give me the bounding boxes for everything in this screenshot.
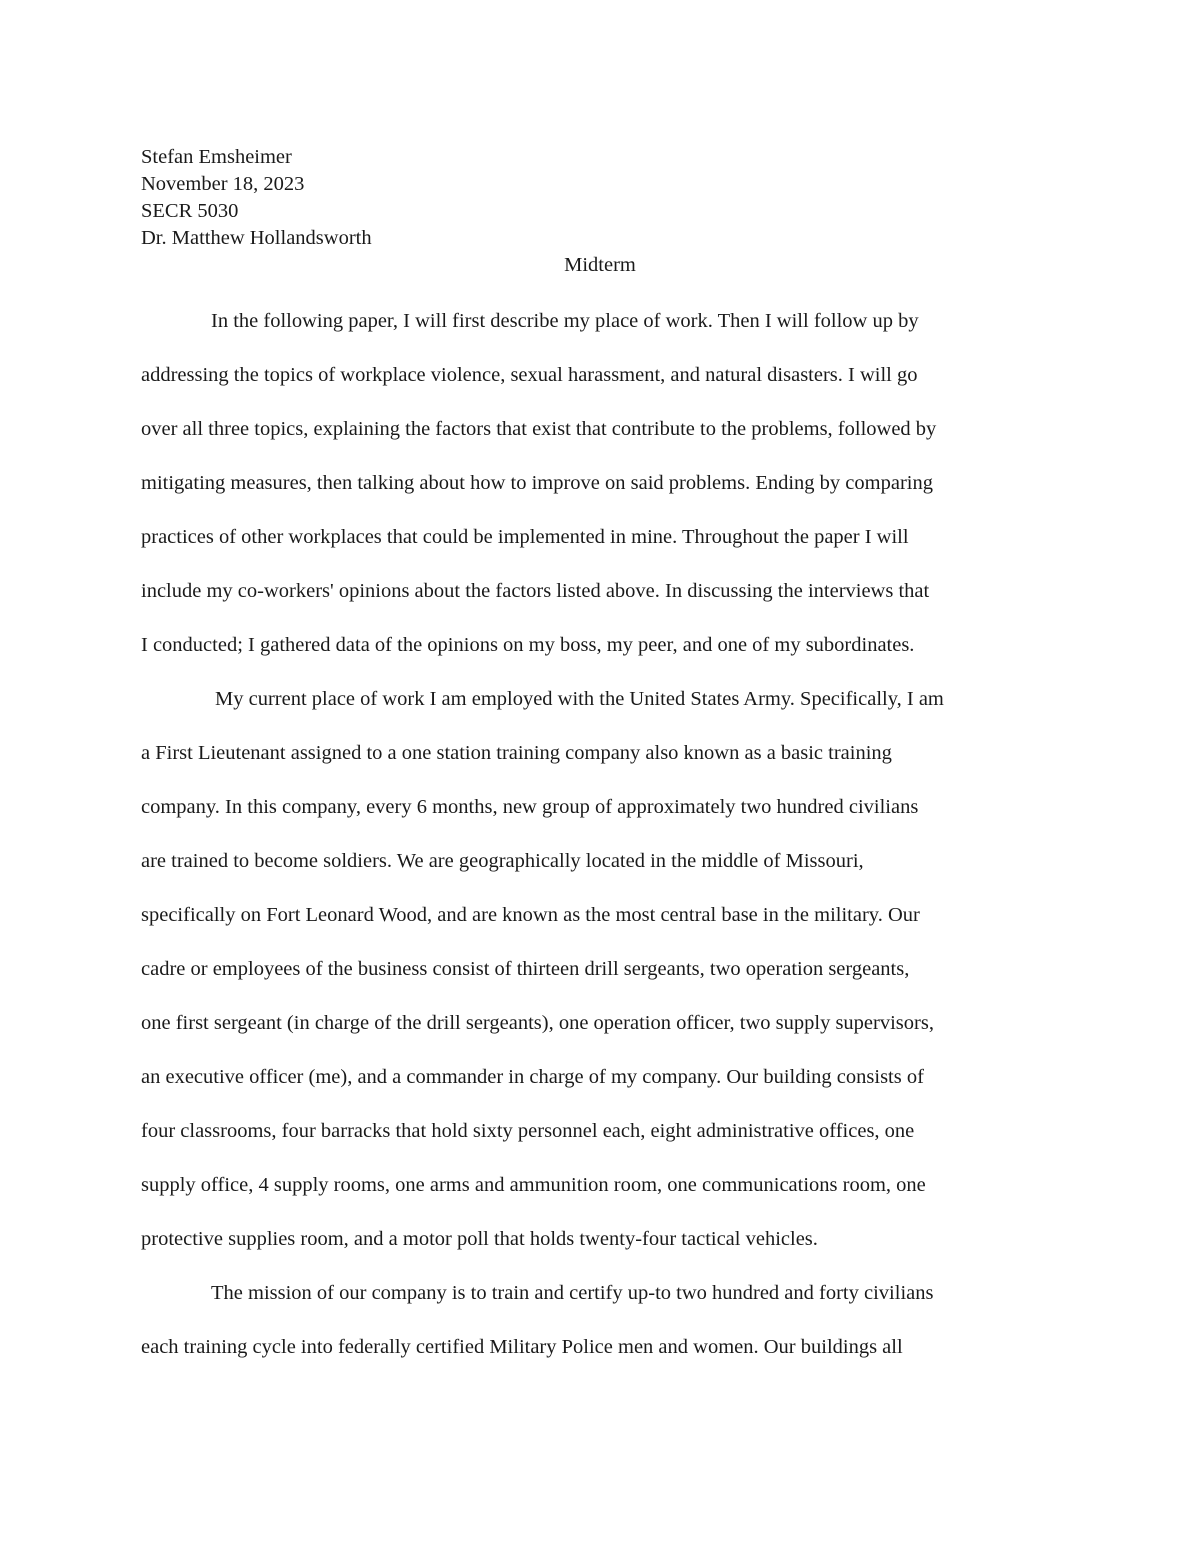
- document-body: [141, 305, 1059, 1385]
- paragraph-1-line-7: I conducted; I gathered data of the opinions on my boss, my peer, and one of my subordinates.: [141, 634, 915, 656]
- paragraph-2-line-2: a First Lieutenant assigned to a one station training company also known as a basic training: [141, 742, 892, 764]
- paragraph-2-line-3: company. In this company, every 6 months, new group of approximately two hundred civilians: [141, 796, 919, 818]
- paragraph-2-line-10: supply office, 4 supply rooms, one arms and ammunition room, one communications room, one: [141, 1174, 926, 1196]
- paragraph-2-line-5: specifically on Fort Leonard Wood, and are known as the most central base in the military. Our: [141, 904, 920, 926]
- paragraph-1-line-1: In the following paper, I will first describe my place of work. Then I will follow up by: [211, 310, 919, 332]
- paragraph-3-line-1: The mission of our company is to train and certify up-to two hundred and forty civilians: [211, 1282, 934, 1304]
- paragraph-1-line-4: mitigating measures, then talking about how to improve on said problems. Ending by comparing: [141, 472, 933, 494]
- paragraph-2-line-4: are trained to become soldiers. We are geographically located in the middle of Missouri,: [141, 850, 864, 872]
- course-code: SECR 5030: [141, 200, 239, 222]
- paragraph-2-line-11: protective supplies room, and a motor poll that holds twenty-four tactical vehicles.: [141, 1228, 818, 1250]
- paragraph-1-line-6: include my co-workers' opinions about the factors listed above. In discussing the interviews that: [141, 580, 930, 602]
- document-title: Midterm: [564, 254, 636, 276]
- paragraph-1-line-2: addressing the topics of workplace violence, sexual harassment, and natural disasters. I will go: [141, 364, 918, 386]
- instructor-name: Dr. Matthew Hollandsworth: [141, 227, 372, 249]
- paragraph-1-line-5: practices of other workplaces that could be implemented in mine. Throughout the paper I will: [141, 526, 909, 548]
- paragraph-2-line-8: an executive officer (me), and a commander in charge of my company. Our building consists of: [141, 1066, 924, 1088]
- paragraph-2-line-9: four classrooms, four barracks that hold sixty personnel each, eight administrative offices, one: [141, 1120, 915, 1142]
- paragraph-2-line-1: My current place of work I am employed with the United States Army. Specifically, I am: [215, 688, 944, 710]
- paragraph-3-line-2: each training cycle into federally certified Military Police men and women. Our buildings all: [141, 1336, 903, 1358]
- document-header: [141, 144, 1059, 252]
- document-date: November 18, 2023: [141, 173, 305, 195]
- author-name: Stefan Emsheimer: [141, 146, 292, 168]
- paragraph-2-line-7: one first sergeant (in charge of the drill sergeants), one operation officer, two supply supervisors,: [141, 1012, 934, 1034]
- paragraph-2-line-6: cadre or employees of the business consist of thirteen drill sergeants, two operation sergeants,: [141, 958, 910, 980]
- paragraph-1-line-3: over all three topics, explaining the factors that exist that contribute to the problems, followed by: [141, 418, 937, 440]
